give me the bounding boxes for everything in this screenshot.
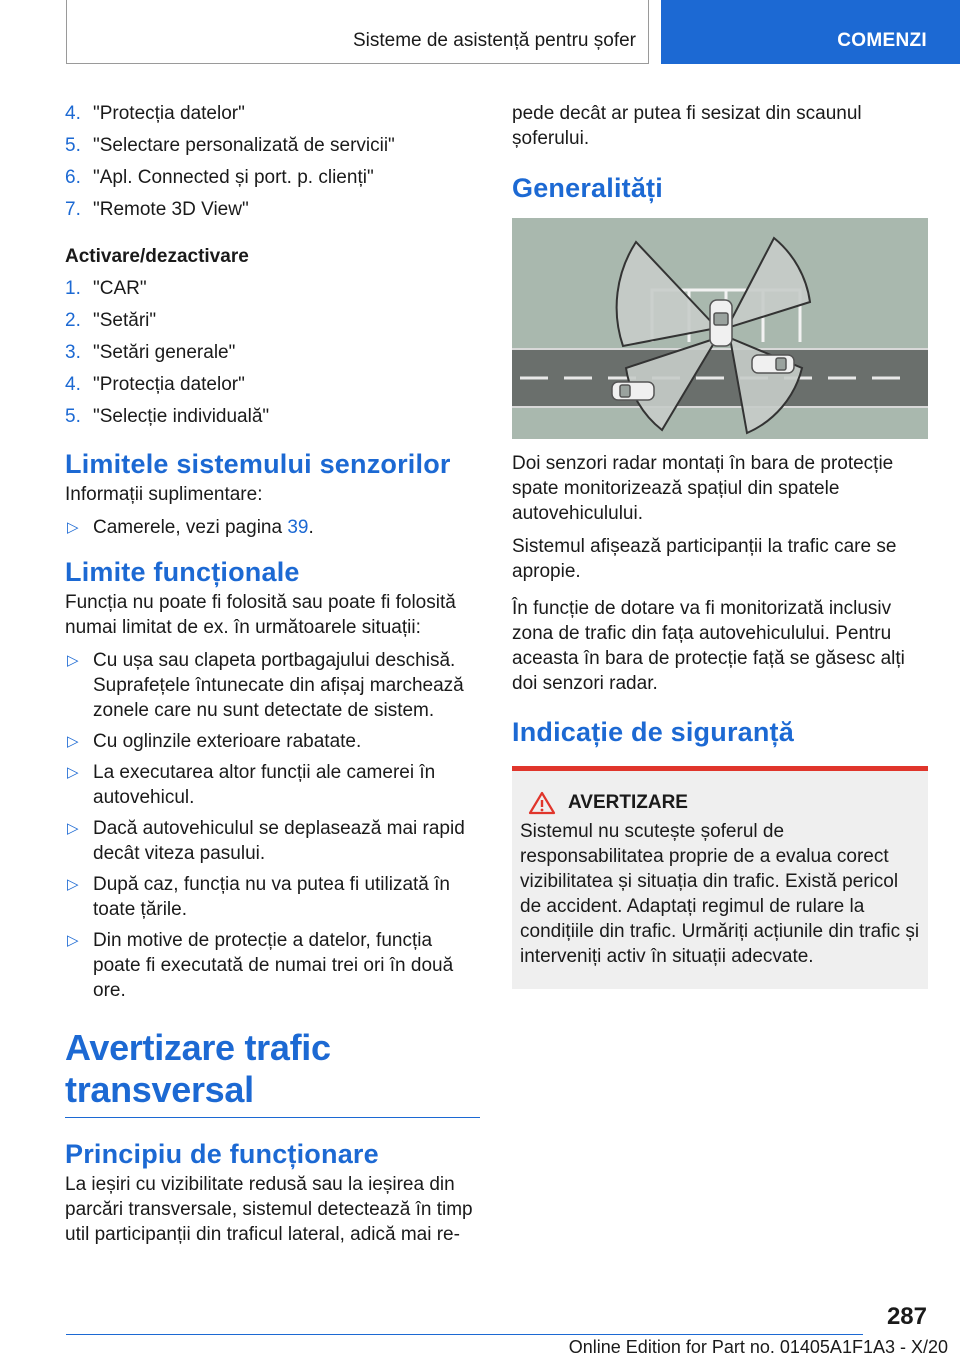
header-section-title: Sisteme de asistență pentru șofer bbox=[352, 30, 636, 51]
header-tab-label: COMENZI bbox=[837, 30, 927, 51]
functional-limits-intro: Funcția nu poate fi folosită sau poate fi folosită numai limitat de ex. în următoarele situații: bbox=[65, 592, 456, 638]
right-column bbox=[512, 101, 928, 989]
warning-triangle-icon bbox=[528, 791, 556, 815]
list-item: ▷ Cu oglinzile exterioare rabatate. bbox=[67, 731, 362, 752]
section-title-principle: Principiu de funcționare bbox=[65, 1139, 379, 1169]
list-item: ▷ Dacă autovehiculul se deplasează mai rapid decât viteza pasului. bbox=[67, 818, 465, 864]
bullet-triangle-icon: ▷ bbox=[67, 519, 79, 536]
page-number: 287 bbox=[886, 1303, 927, 1330]
list-item: 4. "Protecția datelor" bbox=[65, 374, 245, 395]
activation-heading: Activare/dezactivare bbox=[65, 246, 249, 267]
header-section-box bbox=[66, 0, 649, 64]
activation-steps-list bbox=[65, 276, 480, 436]
footer-edition-text: Online Edition for Part no. 01405A1F1A3 - X/20 bbox=[568, 1337, 948, 1357]
bullet-triangle-icon: ▷ bbox=[67, 876, 79, 893]
list-item: 7. "Remote 3D View" bbox=[65, 199, 249, 220]
bullet-triangle-icon: ▷ bbox=[67, 652, 79, 669]
sensor-limits-list bbox=[65, 515, 480, 540]
list-item: ▷ Camerele, vezi pagina 39. bbox=[67, 517, 314, 538]
section-title-functional-limits: Limite funcționale bbox=[65, 557, 300, 587]
radar-coverage-illustration bbox=[512, 218, 928, 439]
left-column bbox=[65, 101, 480, 1247]
warning-header bbox=[528, 791, 920, 815]
section-title-general: Generalități bbox=[512, 173, 663, 203]
list-item: 1. "CAR" bbox=[65, 278, 147, 299]
general-paragraph-2: Sistemul afișează participanții la trafic care se apropie. bbox=[512, 536, 897, 582]
general-paragraph-3: În funcție de dotare va fi monitorizată inclusiv zona de trafic din fața autovehiculului. Pentru aceasta în bara de protecție față se găsesc alți doi senzori radar. bbox=[512, 598, 905, 694]
list-item: 3. "Setări generale" bbox=[65, 342, 236, 363]
list-item: 5. "Selectare personalizată de servicii" bbox=[65, 135, 395, 156]
section-title-sensor-limits: Limitele sistemului senzorilor bbox=[65, 449, 451, 479]
warning-box bbox=[512, 766, 928, 989]
chapter-title: Avertizare trafic transversal bbox=[65, 1027, 480, 1118]
bullet-triangle-icon: ▷ bbox=[67, 820, 79, 837]
list-item: 2. "Setări" bbox=[65, 310, 157, 331]
section-title-safety: Indicație de siguranță bbox=[512, 717, 794, 747]
list-item: 6. "Apl. Connected și port. p. clienți" bbox=[65, 167, 374, 188]
list-item: ▷ La executarea altor funcții ale camerei în autovehicul. bbox=[67, 762, 436, 808]
list-item: 4. "Protecția datelor" bbox=[65, 103, 245, 124]
bullet-triangle-icon: ▷ bbox=[67, 932, 79, 949]
functional-limits-list bbox=[65, 648, 480, 1003]
continuation-text: pede decât ar putea fi sesizat din scaunul șoferului. bbox=[512, 103, 862, 149]
bullet-triangle-icon: ▷ bbox=[67, 764, 79, 781]
page-link[interactable]: 39 bbox=[287, 517, 309, 538]
sensor-limits-intro: Informații suplimentare: bbox=[65, 484, 263, 505]
principle-text: La ieșiri cu vizibilitate redusă sau la ieșirea din parcări transversale, sistemul detectează în timp util participanții din traficul lateral, adică mai re- bbox=[65, 1174, 473, 1245]
bullet-triangle-icon: ▷ bbox=[67, 733, 79, 750]
warning-title: AVERTIZARE bbox=[568, 792, 688, 813]
footer-divider bbox=[66, 1334, 863, 1335]
list-item: ▷ După caz, funcția nu va putea fi utilizată în toate țările. bbox=[67, 874, 450, 920]
radar-illustration-svg bbox=[512, 218, 928, 439]
header-tab-comenzi[interactable] bbox=[661, 0, 960, 64]
warning-text: Sistemul nu scutește șoferul de responsabilitatea proprie de a evalua corect vizibilitatea și situația din trafic. Există pericol de accident. Adaptați regimul de rulare la condițiile din trafic. Urmăriți acțiunile din trafic și interveniți activ în situații adecvate. bbox=[520, 821, 920, 967]
list-item: 5. "Selecție individuală" bbox=[65, 406, 270, 427]
general-paragraph-1: Doi senzori radar montați în bara de protecție spate monitorizează spațiul din spatele autovehiculului. bbox=[512, 453, 894, 524]
list-item: ▷ Din motive de protecție a datelor, funcția poate fi executată de numai trei ori în două ore. bbox=[67, 930, 454, 1001]
menu-path-list bbox=[65, 101, 480, 229]
list-item: ▷ Cu ușa sau clapeta portbagajului deschisă. Suprafețele întunecate din afișaj marchează zonele care nu sunt detectate de sistem. bbox=[67, 650, 464, 721]
